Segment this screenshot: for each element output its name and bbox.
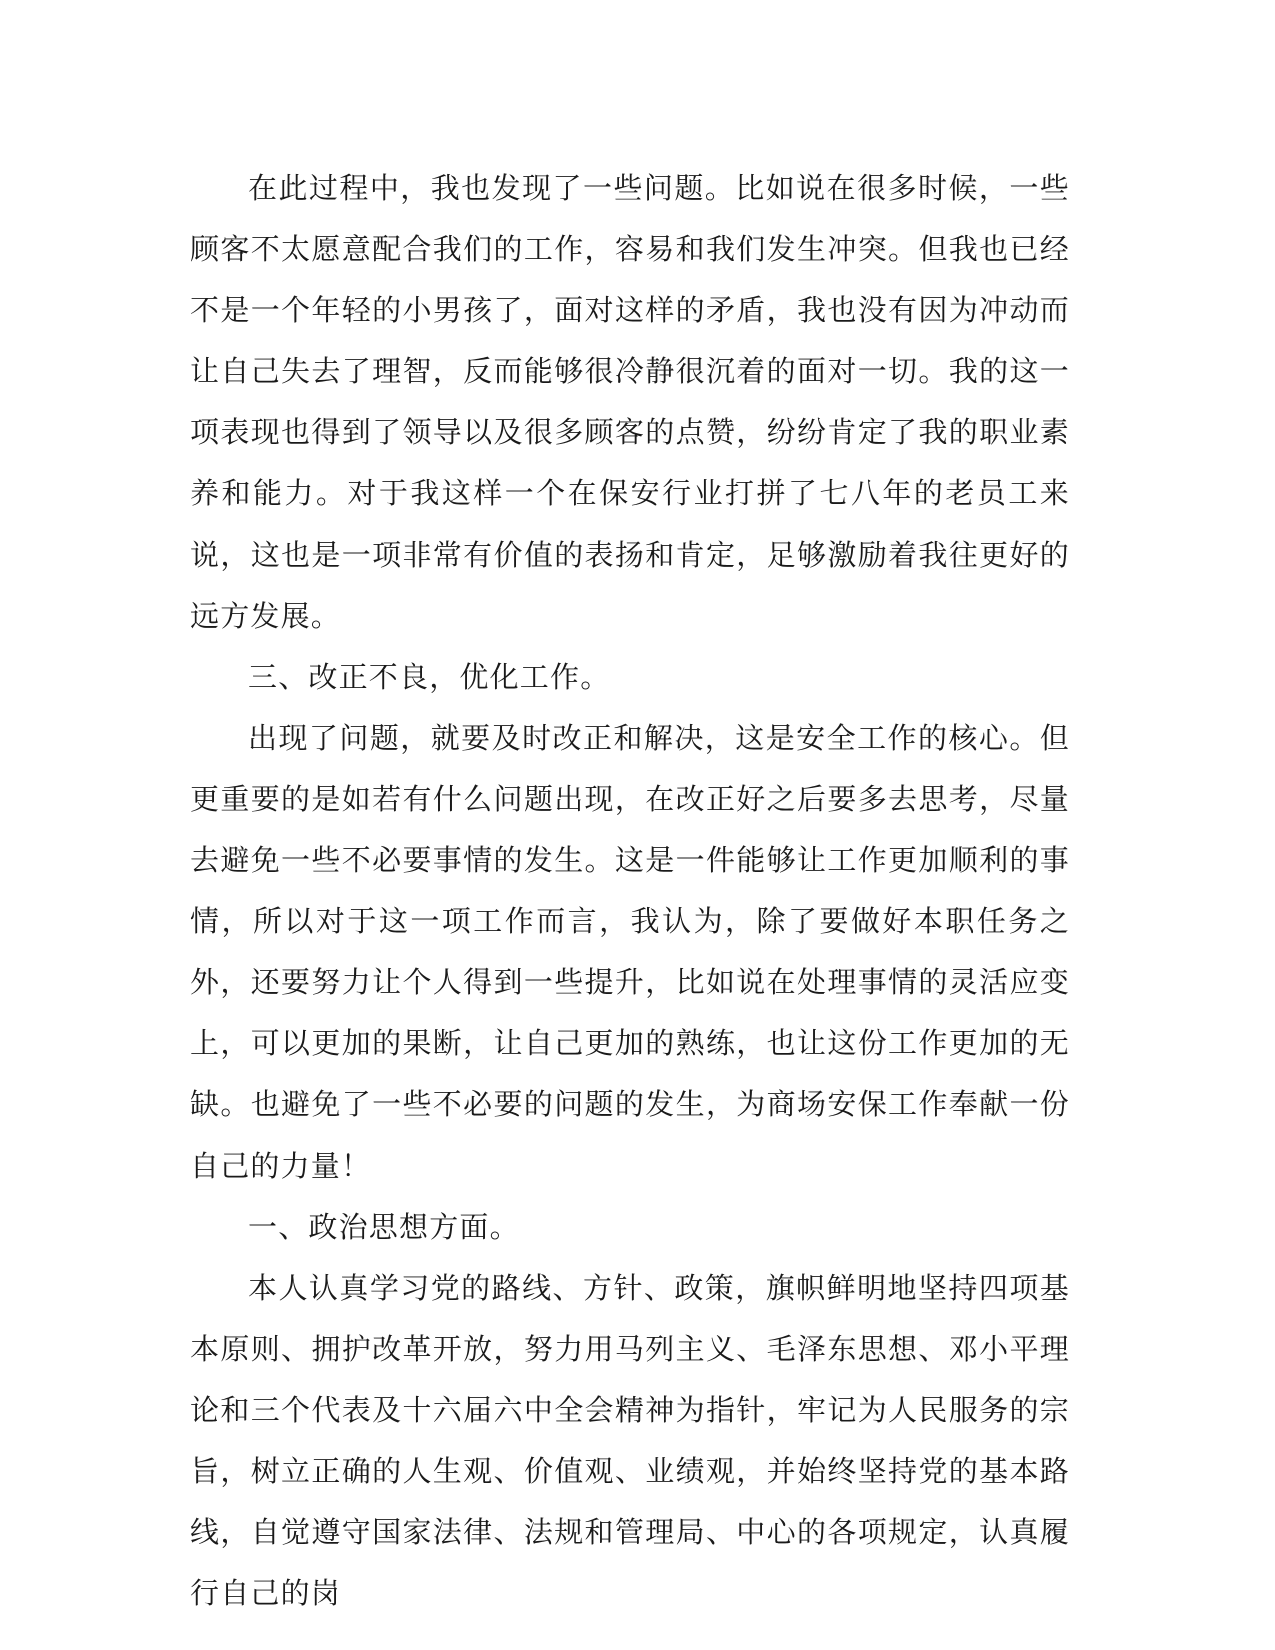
paragraph-study-party-line: 本人认真学习党的路线、方针、政策，旗帜鲜明地坚持四项基本原则、拥护改革开放，努力用马列主义、毛泽东思想、邓小平理论和三个代表及十六届六中全会精神为指针，牢记为人民服务的宗旨，树立正确的人生观、价值观、业绩观，并始终坚持党的基本路线，自觉遵守国家法律、法规和管理局、中心的各项规定，认真履行自己的岗 bbox=[190, 1270, 1070, 1611]
section-heading-political-thought: 一、政治思想方面。 bbox=[248, 1209, 520, 1244]
section-heading-correct-work: 三、改正不良，优化工作。 bbox=[248, 659, 611, 694]
document-body bbox=[190, 158, 1070, 1624]
paragraph-correct-and-solve: 出现了问题，就要及时改正和解决，这是安全工作的核心。但更重要的是如若有什么问题出现，在改正好之后要多去思考，尽量去避免一些不必要事情的发生。这是一件能够让工作更加顺利的事情，所以对于这一项工作而言，我认为，除了要做好本职任务之外，还要努力让个人得到一些提升，比如说在处理事情的灵活应变上，可以更加的果断，让自己更加的熟练，也让这份工作更加的无缺。也避免了一些不必要的问题的发生，为商场安保工作奉献一份自己的力量！ bbox=[190, 720, 1070, 1183]
paragraph-problems-found: 在此过程中，我也发现了一些问题。比如说在很多时候，一些顾客不太愿意配合我们的工作，容易和我们发生冲突。但我也已经不是一个年轻的小男孩了，面对这样的矛盾，我也没有因为冲动而让自己失去了理智，反而能够很冷静很沉着的面对一切。我的这一项表现也得到了领导以及很多顾客的点赞，纷纷肯定了我的职业素养和能力。对于我这样一个在保安行业打拼了七八年的老员工来说，这也是一项非常有价值的表扬和肯定，足够激励着我往更好的远方发展。 bbox=[190, 171, 1070, 633]
